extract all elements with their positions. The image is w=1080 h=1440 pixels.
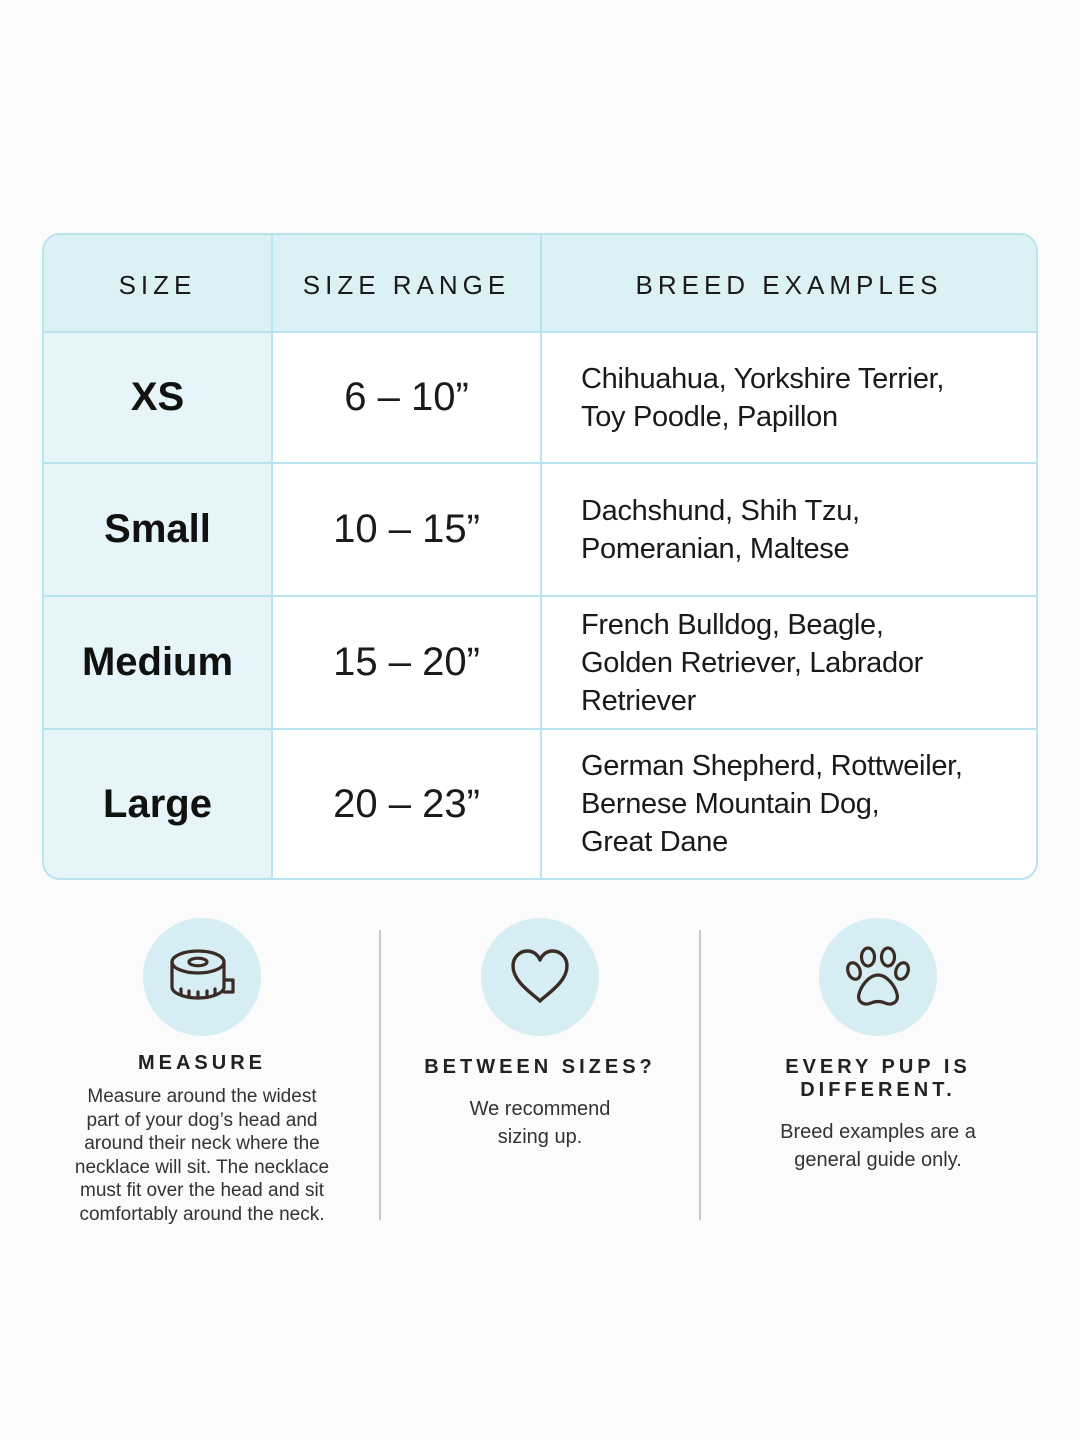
range-medium: 15 – 20” <box>273 597 542 730</box>
between-sizes-info <box>390 918 690 1151</box>
range-small: 10 – 15” <box>273 464 542 597</box>
paw-icon <box>844 945 912 1009</box>
size-large: Large <box>44 730 273 878</box>
heart-icon-circle <box>481 918 599 1036</box>
breeds-large <box>542 730 1036 878</box>
measuring-tape-icon <box>167 942 237 1012</box>
heart-icon <box>509 948 571 1006</box>
between-sizes-text: We recommend sizing up. <box>469 1098 611 1148</box>
divider <box>699 930 701 1220</box>
size-medium: Medium <box>44 597 273 730</box>
breeds-xs-text: Chihuahua, Yorkshire Terrier, Toy Poodle, Papillon <box>581 362 945 433</box>
measure-text: Measure around the widest part of your dog’s head and around their neck where the necklace will sit. The necklace must fit over the head and sit comfortably around the neck. <box>74 1086 330 1225</box>
size-chart-table <box>42 233 1038 880</box>
size-small: Small <box>44 464 273 597</box>
every-pup-info <box>718 918 1038 1174</box>
header-size: SIZE <box>44 235 273 333</box>
between-sizes-title: BETWEEN SIZES? <box>424 1056 656 1078</box>
header-breed-examples: BREED EXAMPLES <box>542 235 1036 333</box>
breeds-large-text: German Shepherd, Rottweiler, Bernese Mountain Dog, Great Dane <box>581 750 963 858</box>
divider <box>379 930 381 1220</box>
breeds-medium <box>542 597 1036 730</box>
measure-icon-circle <box>143 918 261 1036</box>
breeds-medium-text: French Bulldog, Beagle, Golden Retriever, Labrador Retriever <box>581 608 924 717</box>
breeds-xs <box>542 333 1036 464</box>
paw-icon-circle <box>819 918 937 1036</box>
every-pup-text: Breed examples are a general guide only. <box>780 1121 976 1171</box>
breeds-small-text: Dachshund, Shih Tzu, Pomeranian, Maltese <box>581 494 860 565</box>
breeds-small <box>542 464 1036 597</box>
every-pup-title: EVERY PUP IS DIFFERENT. <box>785 1056 971 1101</box>
measure-info <box>52 918 352 1226</box>
size-xs: XS <box>44 333 273 464</box>
header-size-range: SIZE RANGE <box>273 235 542 333</box>
range-large: 20 – 23” <box>273 730 542 878</box>
range-xs: 6 – 10” <box>273 333 542 464</box>
measure-title: MEASURE <box>137 1052 266 1074</box>
